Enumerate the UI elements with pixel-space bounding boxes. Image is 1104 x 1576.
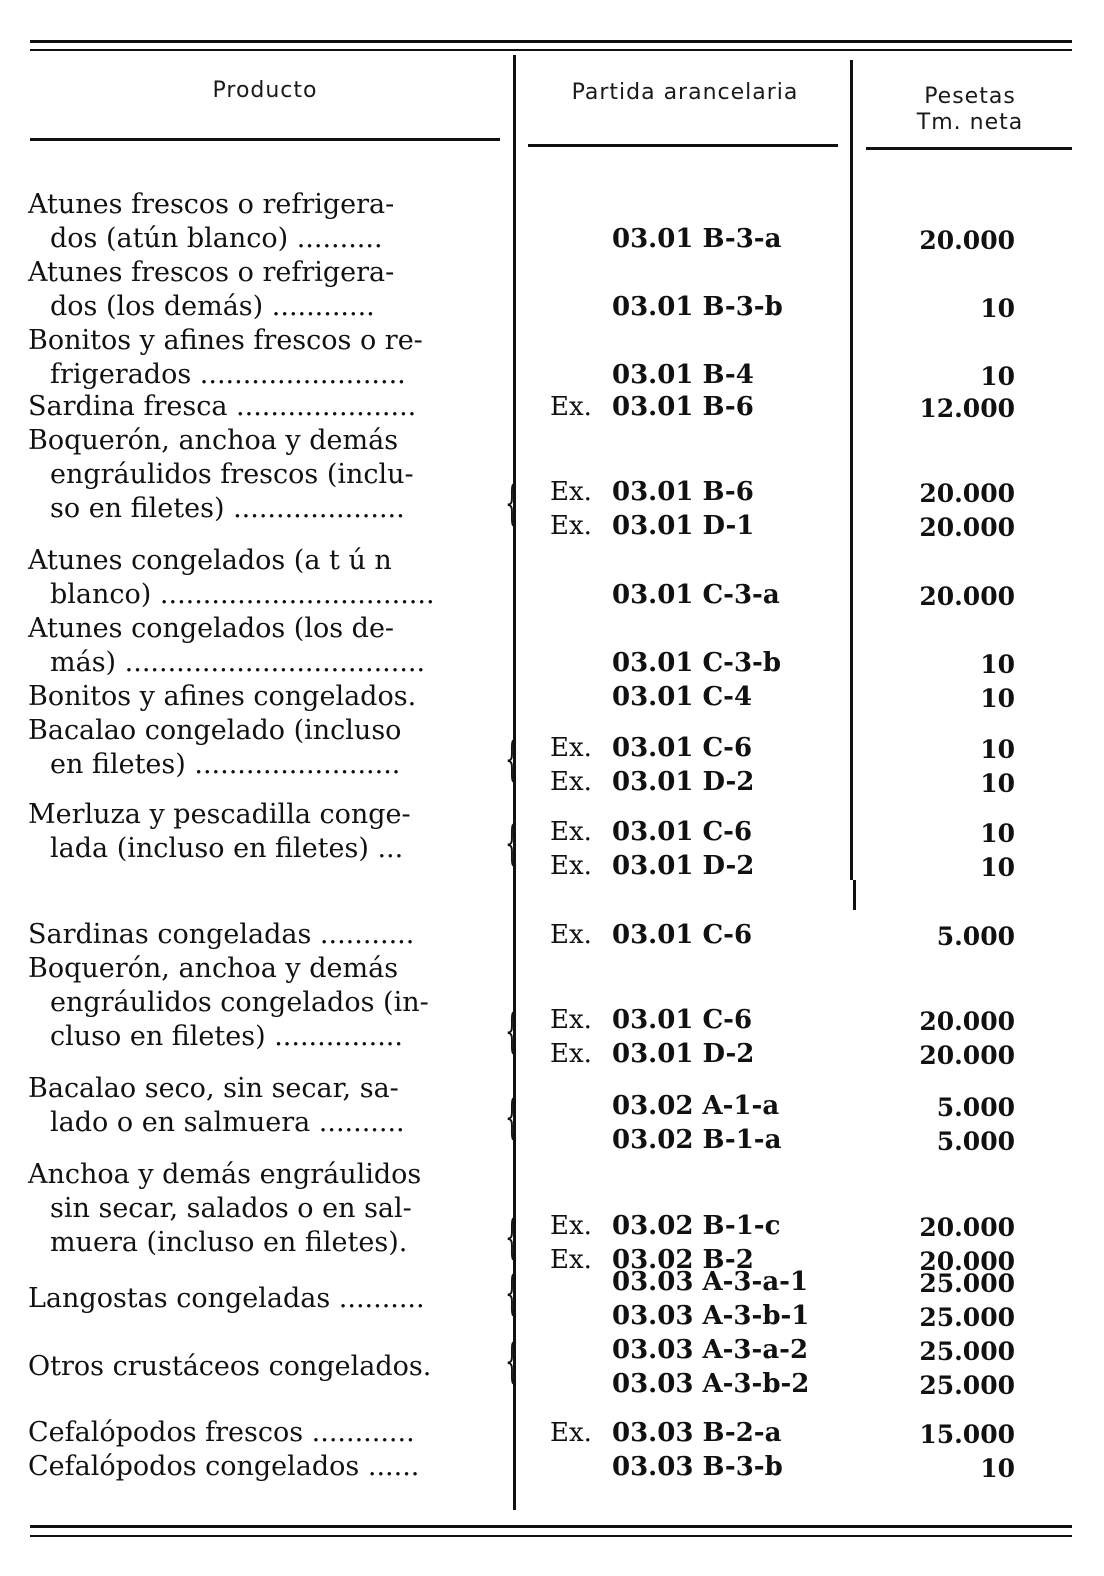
tariff-code — [550, 1416, 830, 1450]
grouping-brace: { — [505, 1333, 519, 1389]
product-line: frigerados ........................ — [50, 359, 406, 390]
ex-prefix: Ex. — [550, 511, 592, 541]
tariff-code — [550, 731, 830, 765]
product-line: Bonitos y afines frescos o re- — [28, 325, 423, 356]
table-row-product — [28, 952, 498, 1054]
product-line: Cefalópodos frescos ............ — [28, 1417, 415, 1448]
tariff-code — [550, 222, 830, 256]
price-value: 5.000 — [936, 922, 1015, 951]
tariff-code — [550, 475, 830, 509]
tariff-code — [550, 646, 830, 680]
product-line: Otros crustáceos congelados. — [28, 1351, 432, 1382]
price-value: 10 — [980, 769, 1015, 798]
price-value: 25.000 — [919, 1269, 1015, 1298]
tariff-code-text: 03.01 B-4 — [612, 360, 754, 390]
tariff-code-text: 03.03 B-3-b — [612, 1452, 783, 1482]
table-row-product — [28, 714, 498, 782]
tariff-code — [550, 1003, 830, 1037]
price-value: 5.000 — [936, 1127, 1015, 1156]
header-underline-product — [30, 138, 500, 141]
price-value: 10 — [980, 819, 1015, 848]
grouping-brace: { — [505, 731, 519, 787]
table-row-product — [28, 256, 498, 324]
product-line: muera (incluso en filetes). — [50, 1227, 408, 1258]
product-line: Langostas congeladas .......... — [28, 1283, 425, 1314]
price-value: 20.000 — [919, 1041, 1015, 1070]
tariff-code — [550, 815, 830, 849]
grouping-brace: { — [505, 1089, 519, 1145]
grouping-brace: { — [505, 1209, 519, 1265]
product-line: lada (incluso en filetes) ... — [50, 833, 404, 864]
tariff-code — [550, 1123, 830, 1157]
tariff-code — [550, 358, 830, 392]
tariff-code — [550, 1450, 830, 1484]
tariff-code-text: 03.01 B-6 — [612, 392, 754, 422]
table-row-product — [28, 1350, 498, 1384]
product-line: Merluza y pescadilla conge- — [28, 799, 411, 830]
price-value: 10 — [980, 1454, 1015, 1483]
tariff-code — [550, 918, 830, 952]
ex-prefix: Ex. — [550, 1418, 592, 1448]
grouping-brace: { — [505, 475, 519, 531]
tariff-code-text: 03.01 C-6 — [612, 733, 753, 763]
table-row-product — [28, 188, 498, 256]
product-line: Atunes congelados (los de- — [28, 613, 395, 644]
price-value: 20.000 — [919, 513, 1015, 542]
tariff-code-text: 03.01 B-3-a — [612, 224, 782, 254]
tariff-code — [550, 1089, 830, 1123]
tariff-code — [550, 1209, 830, 1243]
bottom-rule-inner — [30, 1535, 1072, 1537]
tariff-code-text: 03.01 C-6 — [612, 817, 753, 847]
tariff-code-text: 03.01 C-3-b — [612, 648, 782, 678]
product-line: Sardinas congeladas ........... — [28, 919, 415, 950]
tariff-code — [550, 849, 830, 883]
product-line: Boquerón, anchoa y demás — [28, 953, 399, 984]
table-row-product — [28, 1450, 498, 1484]
tariff-code-text: 03.01 D-2 — [612, 851, 755, 881]
column-divider-right — [850, 60, 853, 880]
price-value: 10 — [980, 362, 1015, 391]
tariff-code — [550, 509, 830, 543]
product-line: so en filetes) .................... — [50, 493, 405, 524]
tariff-code-text: 03.02 B-1-c — [612, 1211, 781, 1241]
grouping-brace: { — [505, 1265, 519, 1321]
product-line: en filetes) ........................ — [50, 749, 401, 780]
price-value: 10 — [980, 853, 1015, 882]
product-line: Boquerón, anchoa y demás — [28, 425, 399, 456]
price-value: 10 — [980, 735, 1015, 764]
ex-prefix: Ex. — [550, 477, 592, 507]
product-line: Atunes congelados (a t ú n — [28, 545, 392, 576]
table-row-product — [28, 680, 498, 714]
tariff-code — [550, 1265, 830, 1299]
product-line: Sardina fresca ..................... — [28, 391, 417, 422]
price-value: 25.000 — [919, 1337, 1015, 1366]
tariff-code — [550, 1037, 830, 1071]
table-row-product — [28, 544, 498, 612]
ex-prefix: Ex. — [550, 392, 592, 422]
header-price-line2: Tm. neta — [916, 110, 1024, 135]
header-product: Producto — [212, 78, 318, 103]
tariff-code — [550, 765, 830, 799]
price-value: 20.000 — [919, 1247, 1015, 1276]
price-value: 20.000 — [919, 1007, 1015, 1036]
tariff-code-text: 03.02 A-1-a — [612, 1091, 780, 1121]
tariff-code-text: 03.01 B-3-b — [612, 292, 783, 322]
tariff-code — [550, 1333, 830, 1367]
tariff-code-text: 03.02 B-1-a — [612, 1125, 782, 1155]
header-underline-tariff — [528, 144, 838, 147]
ex-prefix: Ex. — [550, 733, 592, 763]
tariff-code-text: 03.03 A-3-b-2 — [612, 1369, 810, 1399]
tariff-code-text: 03.01 C-4 — [612, 682, 753, 712]
header-tariff: Partida arancelaria — [571, 80, 799, 105]
price-value: 10 — [980, 294, 1015, 323]
header-underline-price — [866, 147, 1072, 150]
product-line: Atunes frescos o refrigera- — [28, 189, 395, 220]
column-divider-right-lower — [853, 880, 856, 910]
ex-prefix: Ex. — [550, 1005, 592, 1035]
ex-prefix: Ex. — [550, 817, 592, 847]
ex-prefix: Ex. — [550, 1211, 592, 1241]
tariff-code — [550, 680, 830, 714]
price-value: 10 — [980, 650, 1015, 679]
ex-prefix: Ex. — [550, 920, 592, 950]
tariff-code-text: 03.03 A-3-b-1 — [612, 1301, 810, 1331]
tariff-code — [550, 1367, 830, 1401]
price-value: 12.000 — [919, 394, 1015, 423]
header-price-line1: Pesetas — [924, 84, 1016, 109]
table-row-product — [28, 390, 498, 424]
tariff-code — [550, 578, 830, 612]
table-row-product — [28, 324, 498, 392]
tariff-code — [550, 1299, 830, 1333]
product-line: lado o en salmuera .......... — [50, 1107, 405, 1138]
table-row-product — [28, 918, 498, 952]
tariff-code-text: 03.01 D-1 — [612, 511, 755, 541]
table-row-product — [28, 1282, 498, 1316]
product-line: Cefalópodos congelados ...... — [28, 1451, 420, 1482]
product-line: dos (los demás) ............ — [50, 291, 375, 322]
ex-prefix: Ex. — [550, 851, 592, 881]
grouping-brace: { — [505, 815, 519, 871]
price-value: 25.000 — [919, 1371, 1015, 1400]
tariff-code — [550, 290, 830, 324]
price-value: 20.000 — [919, 1213, 1015, 1242]
tariff-code-text: 03.03 B-2-a — [612, 1418, 782, 1448]
table-row-product — [28, 612, 498, 680]
ex-prefix: Ex. — [550, 1039, 592, 1069]
price-value: 10 — [980, 684, 1015, 713]
product-line: sin secar, salados o en sal- — [50, 1193, 412, 1224]
table-row-product — [28, 1072, 498, 1140]
tariff-code-text: 03.01 B-6 — [612, 477, 754, 507]
top-rule — [30, 40, 1072, 43]
product-line: Anchoa y demás engráulidos — [28, 1159, 422, 1190]
tariff-code-text: 03.01 D-2 — [612, 767, 755, 797]
table-row-product — [28, 1416, 498, 1450]
price-value: 20.000 — [919, 479, 1015, 508]
table-row-product — [28, 424, 498, 526]
price-value: 15.000 — [919, 1420, 1015, 1449]
ex-prefix: Ex. — [550, 767, 592, 797]
product-line: Atunes frescos o refrigera- — [28, 257, 395, 288]
product-line: blanco) ................................ — [50, 579, 435, 610]
tariff-code-text: 03.01 C-3-a — [612, 580, 780, 610]
tariff-code-text: 03.02 B-2 — [612, 1245, 754, 1275]
tariff-code-text: 03.01 D-2 — [612, 1039, 755, 1069]
table-row-product — [28, 1158, 498, 1260]
price-value: 25.000 — [919, 1303, 1015, 1332]
tariff-code-text: 03.03 A-3-a-2 — [612, 1335, 809, 1365]
top-rule-inner — [30, 49, 1072, 51]
product-line: más) ................................... — [50, 647, 426, 678]
tariff-code-text: 03.01 C-6 — [612, 1005, 753, 1035]
bottom-rule — [30, 1525, 1072, 1528]
product-line: Bacalao congelado (incluso — [28, 715, 402, 746]
product-line: cluso en filetes) ............... — [50, 1021, 403, 1052]
tariff-code-text: 03.03 A-3-a-1 — [612, 1267, 809, 1297]
table-row-product — [28, 798, 498, 866]
price-value: 20.000 — [919, 582, 1015, 611]
tariff-code — [550, 390, 830, 424]
product-line: engráulidos congelados (in- — [50, 987, 429, 1018]
price-value: 5.000 — [936, 1093, 1015, 1122]
product-line: engráulidos frescos (inclu- — [50, 459, 414, 490]
ex-prefix: Ex. — [550, 1245, 592, 1275]
product-line: Bacalao seco, sin secar, sa- — [28, 1073, 399, 1104]
tariff-code-text: 03.01 C-6 — [612, 920, 753, 950]
grouping-brace: { — [505, 1003, 519, 1059]
product-line: dos (atún blanco) .......... — [50, 223, 383, 254]
product-line: Bonitos y afines congelados. — [28, 681, 417, 712]
price-value: 20.000 — [919, 226, 1015, 255]
